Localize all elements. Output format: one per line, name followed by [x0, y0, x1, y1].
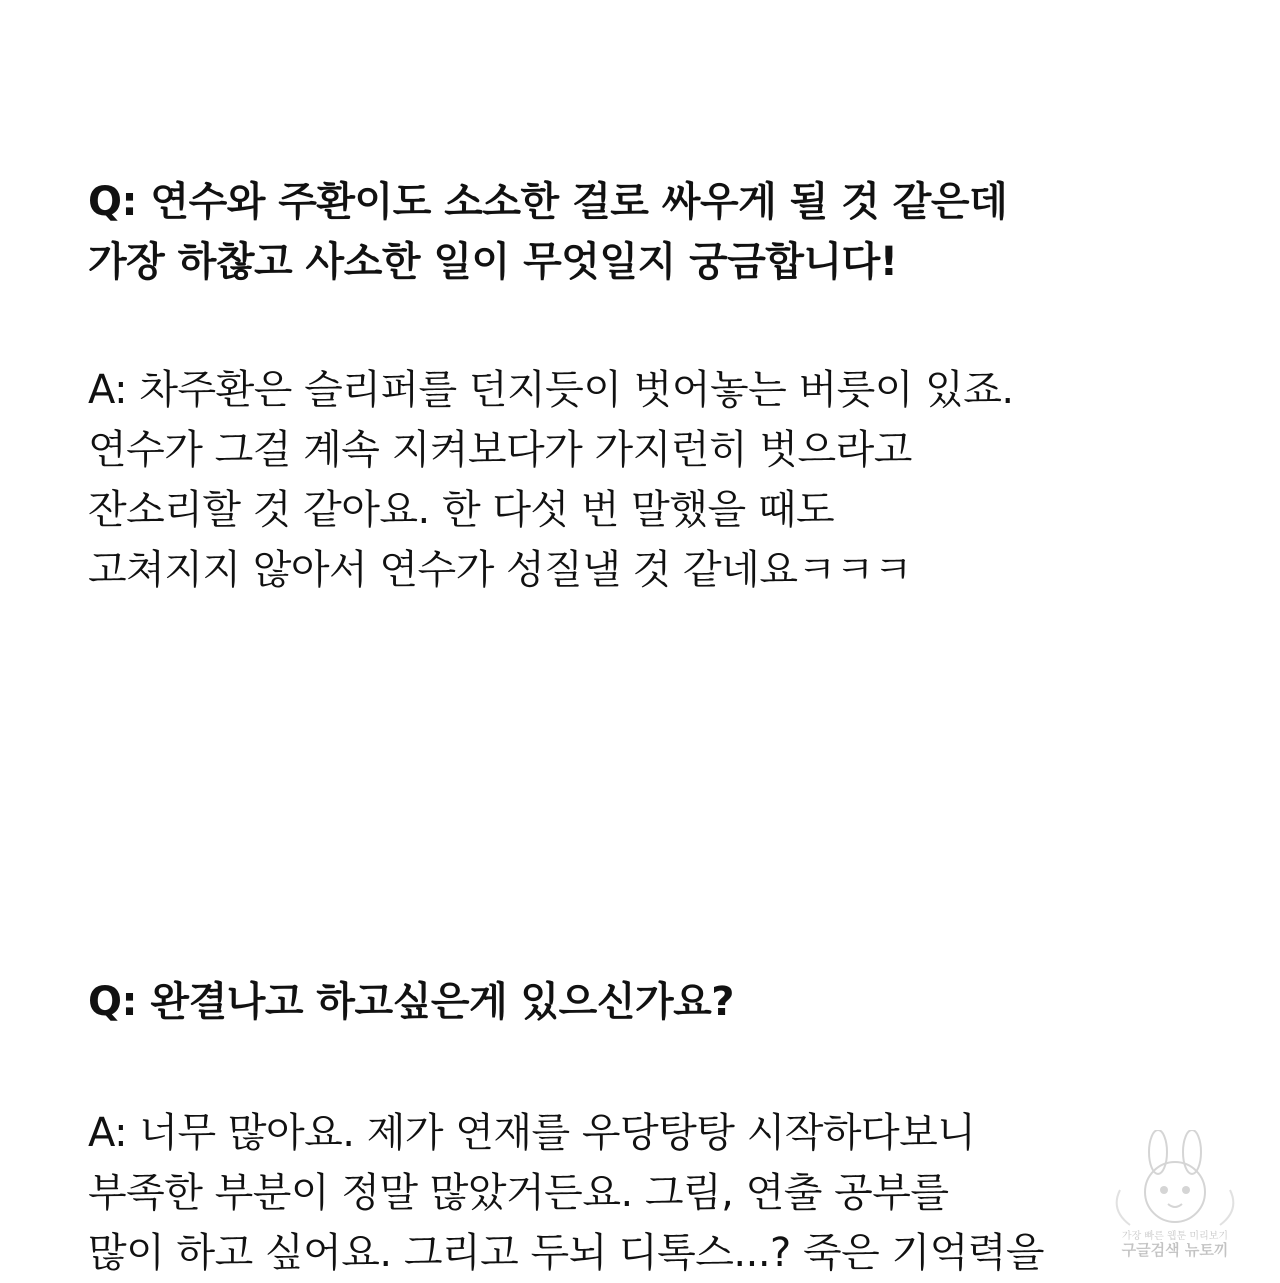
question-1-line-2: 가장 하찮고 사소한 일이 무엇일지 궁금합니다! [88, 239, 898, 285]
answer-1 [88, 360, 1220, 600]
question-2-line-1: Q: 완결나고 하고싶은게 있으신가요? [88, 979, 734, 1025]
answer-2-line-1: A: 너무 많아요. 제가 연재를 우당탕탕 시작하다보니 [88, 1110, 976, 1156]
watermark-small-text: 가장 빠른 웹툰 미리보기 [1121, 1231, 1229, 1242]
question-1-line-1: Q: 연수와 주환이도 소소한 걸로 싸우게 될 것 같은데 [88, 179, 1008, 225]
answer-2-line-3: 많이 하고 싶어요. 그리고 두뇌 디톡스...? 죽은 기억력을 [88, 1230, 1045, 1276]
question-1 [88, 172, 1220, 292]
watermark-big-text: 구글검색 뉴토끼 [1121, 1241, 1229, 1259]
watermark [1100, 1130, 1250, 1260]
answer-1-line-1: A: 차주환은 슬리퍼를 던지듯이 벗어놓는 버릇이 있죠. [88, 367, 1014, 413]
answer-1-line-2: 연수가 그걸 계속 지켜보다가 가지런히 벗으라고 [88, 427, 912, 473]
question-2 [88, 972, 1220, 1032]
answer-1-line-3: 잔소리할 것 같아요. 한 다섯 번 말했을 때도 [88, 487, 835, 533]
answer-2 [88, 1103, 1220, 1283]
answer-1-line-4: 고쳐지지 않아서 연수가 성질낼 것 같네요ㅋㅋㅋ [88, 547, 912, 593]
answer-2-line-2: 부족한 부분이 정말 많았거든요. 그림, 연출 공부를 [88, 1170, 949, 1216]
bunny-mascot-icon [1100, 1130, 1250, 1235]
